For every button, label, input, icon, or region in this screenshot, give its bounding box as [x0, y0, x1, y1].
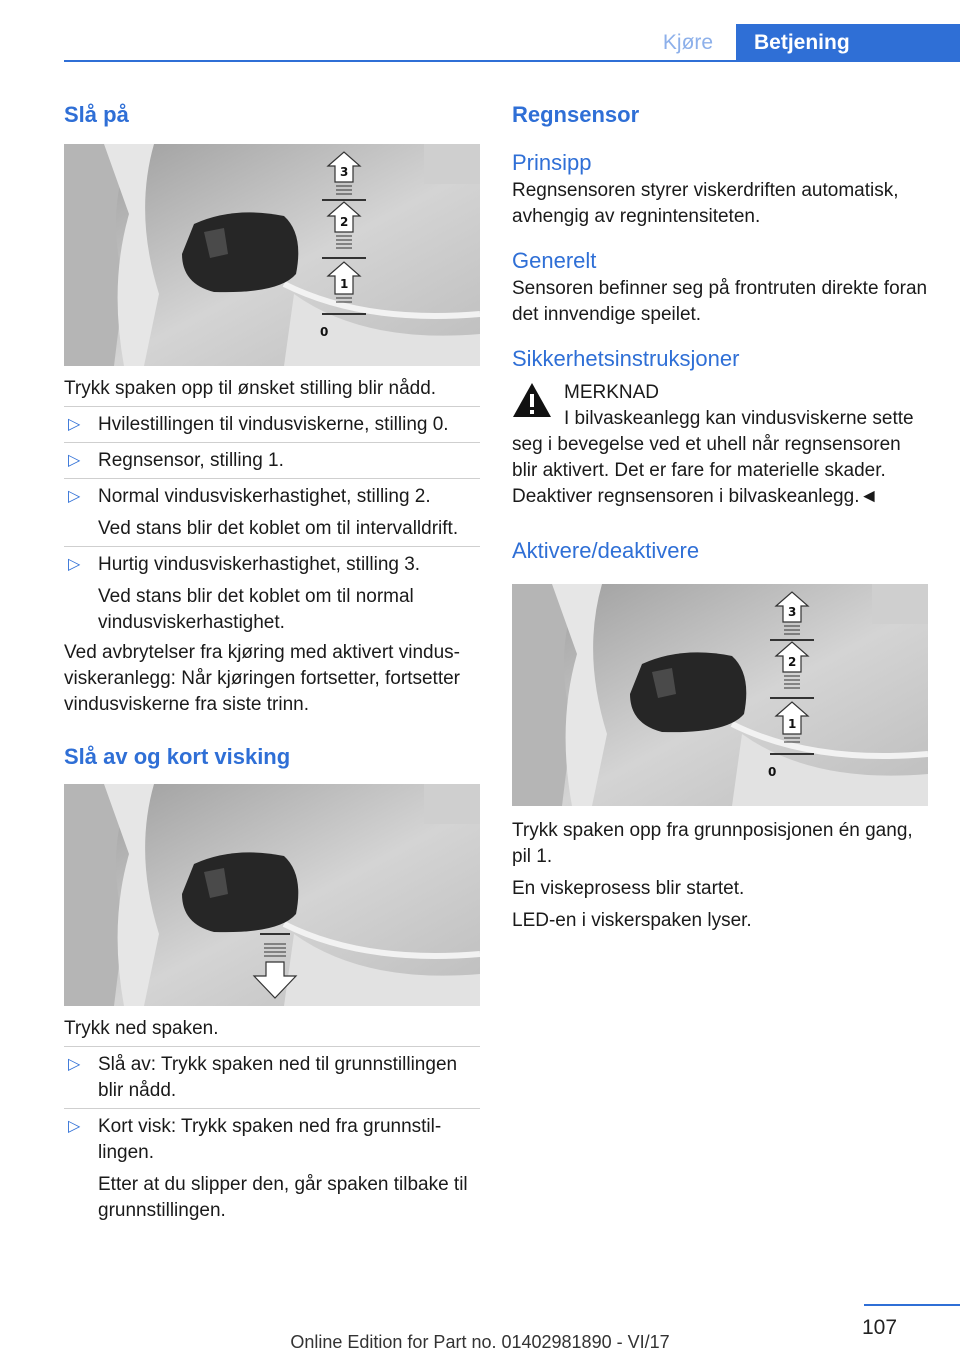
- wiper-lever-down-illustration: [64, 784, 480, 1006]
- list-item: ▷ Slå av: Trykk spaken ned til grunnstillingen blir nådd.: [68, 1054, 458, 1101]
- paragraph-aktivere-2: En viskeprosess blir startet.: [512, 878, 745, 899]
- list-item-note: Ved stans blir det koblet om til intervalldrift.: [98, 518, 459, 539]
- svg-text:1: 1: [340, 277, 349, 291]
- intro-text-2: Trykk ned spaken.: [64, 1018, 219, 1039]
- heading-sikkerhet: Sikkerhetsinstruksjoner: [512, 346, 740, 371]
- svg-text:0: 0: [768, 765, 777, 779]
- list-item: ▷ Normal vindusviskerhastighet, stilling 2. Ved stans blir det koblet om til intervalldrift.: [64, 484, 480, 542]
- heading-sla-pa: Slå på: [64, 102, 129, 127]
- position-list: [64, 412, 480, 636]
- heading-regnsensor: Regnsensor: [512, 102, 640, 127]
- triangle-bullet-icon: ▷: [68, 488, 81, 505]
- svg-text:1: 1: [788, 717, 797, 731]
- tab-kjore[interactable]: Kjøre: [662, 31, 714, 54]
- list-item: ▷ Kort visk: Trykk spaken ned fra grunnstillingen. Etter at du slipper den, går spaken tilbake til grunnstillingen.: [64, 1114, 480, 1224]
- paragraph-prinsipp: Regnsensoren styrer viskerdriften automatisk, avhengig av regnintensiteten.: [512, 180, 899, 227]
- intro-text-1: Trykk spaken opp til ønsket stilling blir nådd.: [64, 378, 437, 399]
- page-header: [0, 0, 960, 62]
- heading-prinsipp: Prinsipp: [512, 150, 592, 175]
- svg-text:3: 3: [340, 165, 349, 179]
- off-list: [64, 1052, 480, 1224]
- left-column: [64, 98, 480, 1224]
- divider: [64, 406, 480, 407]
- page-number: 107: [862, 1316, 898, 1339]
- triangle-bullet-icon: ▷: [68, 452, 81, 469]
- warning-triangle-icon: [512, 382, 552, 418]
- edition-footer: Online Edition for Part no. 01402981890 - VI/17: [290, 1332, 670, 1352]
- divider: [64, 1108, 480, 1109]
- tab-betjening[interactable]: Betjening: [736, 24, 960, 62]
- paragraph-aktivere-3: LED-en i viskerspaken lyser.: [512, 910, 752, 931]
- svg-text:0: 0: [320, 325, 329, 339]
- triangle-bullet-icon: ▷: [68, 416, 81, 433]
- paragraph-generelt: Sensoren befinner seg på frontruten direkte foran det innvendige speilet.: [512, 278, 928, 325]
- footer-rule: [864, 1304, 960, 1306]
- header-rule: [64, 60, 960, 62]
- list-item-note: Etter at du slipper den, går spaken tilbake til grunnstillingen.: [98, 1174, 468, 1221]
- paragraph-aktivere-1: Trykk spaken opp fra grunnposisjonen én gang, pil 1.: [512, 820, 913, 867]
- heading-sla-av: Slå av og kort visking: [64, 744, 291, 769]
- divider: [64, 442, 480, 443]
- warning-title: MERKNAD: [564, 382, 660, 403]
- triangle-bullet-icon: ▷: [68, 556, 81, 573]
- triangle-bullet-icon: ▷: [68, 1118, 81, 1135]
- svg-text:2: 2: [340, 215, 349, 229]
- divider: [64, 546, 480, 547]
- heading-aktivere: Aktivere/deaktivere: [512, 538, 700, 563]
- list-item-note: Ved stans blir det koblet om til normal vindusviskerhastighet.: [98, 586, 414, 633]
- list-item: ▷ Hurtig vindusviskerhastighet, stilling 3. Ved stans blir det koblet om til normal vindusviskerhastighet.: [64, 552, 480, 636]
- paragraph-avbrytelse: Ved avbrytelser fra kjøring med aktivert vindusviskeranlegg: Når kjøringen fortsetter, fortsetter vindusviskerne fra siste trinn.: [64, 642, 460, 715]
- warning-text: seg i bevegelse ved et uhell når regnsensoren blir aktivert. Det er fare for materielle skader. Deaktiver regnsensoren i bilvaskeanlegg.◄: [512, 434, 901, 507]
- warning-text-first: I bilvaskeanlegg kan vindusviskerne sette: [564, 408, 914, 429]
- right-column: [512, 98, 928, 934]
- list-item: ▷ Hvilestillingen til vindusviskerne, stilling 0.: [64, 412, 480, 438]
- divider: [64, 1046, 480, 1047]
- wiper-lever-up-illustration: [64, 144, 480, 366]
- list-item: ▷ Regnsensor, stilling 1.: [64, 448, 480, 474]
- divider: [64, 478, 480, 479]
- wiper-lever-activate-illustration: [512, 584, 928, 806]
- svg-text:3: 3: [788, 605, 797, 619]
- svg-text:2: 2: [788, 655, 797, 669]
- warning-box: [512, 380, 928, 510]
- heading-generelt: Generelt: [512, 248, 597, 273]
- triangle-bullet-icon: ▷: [68, 1056, 81, 1073]
